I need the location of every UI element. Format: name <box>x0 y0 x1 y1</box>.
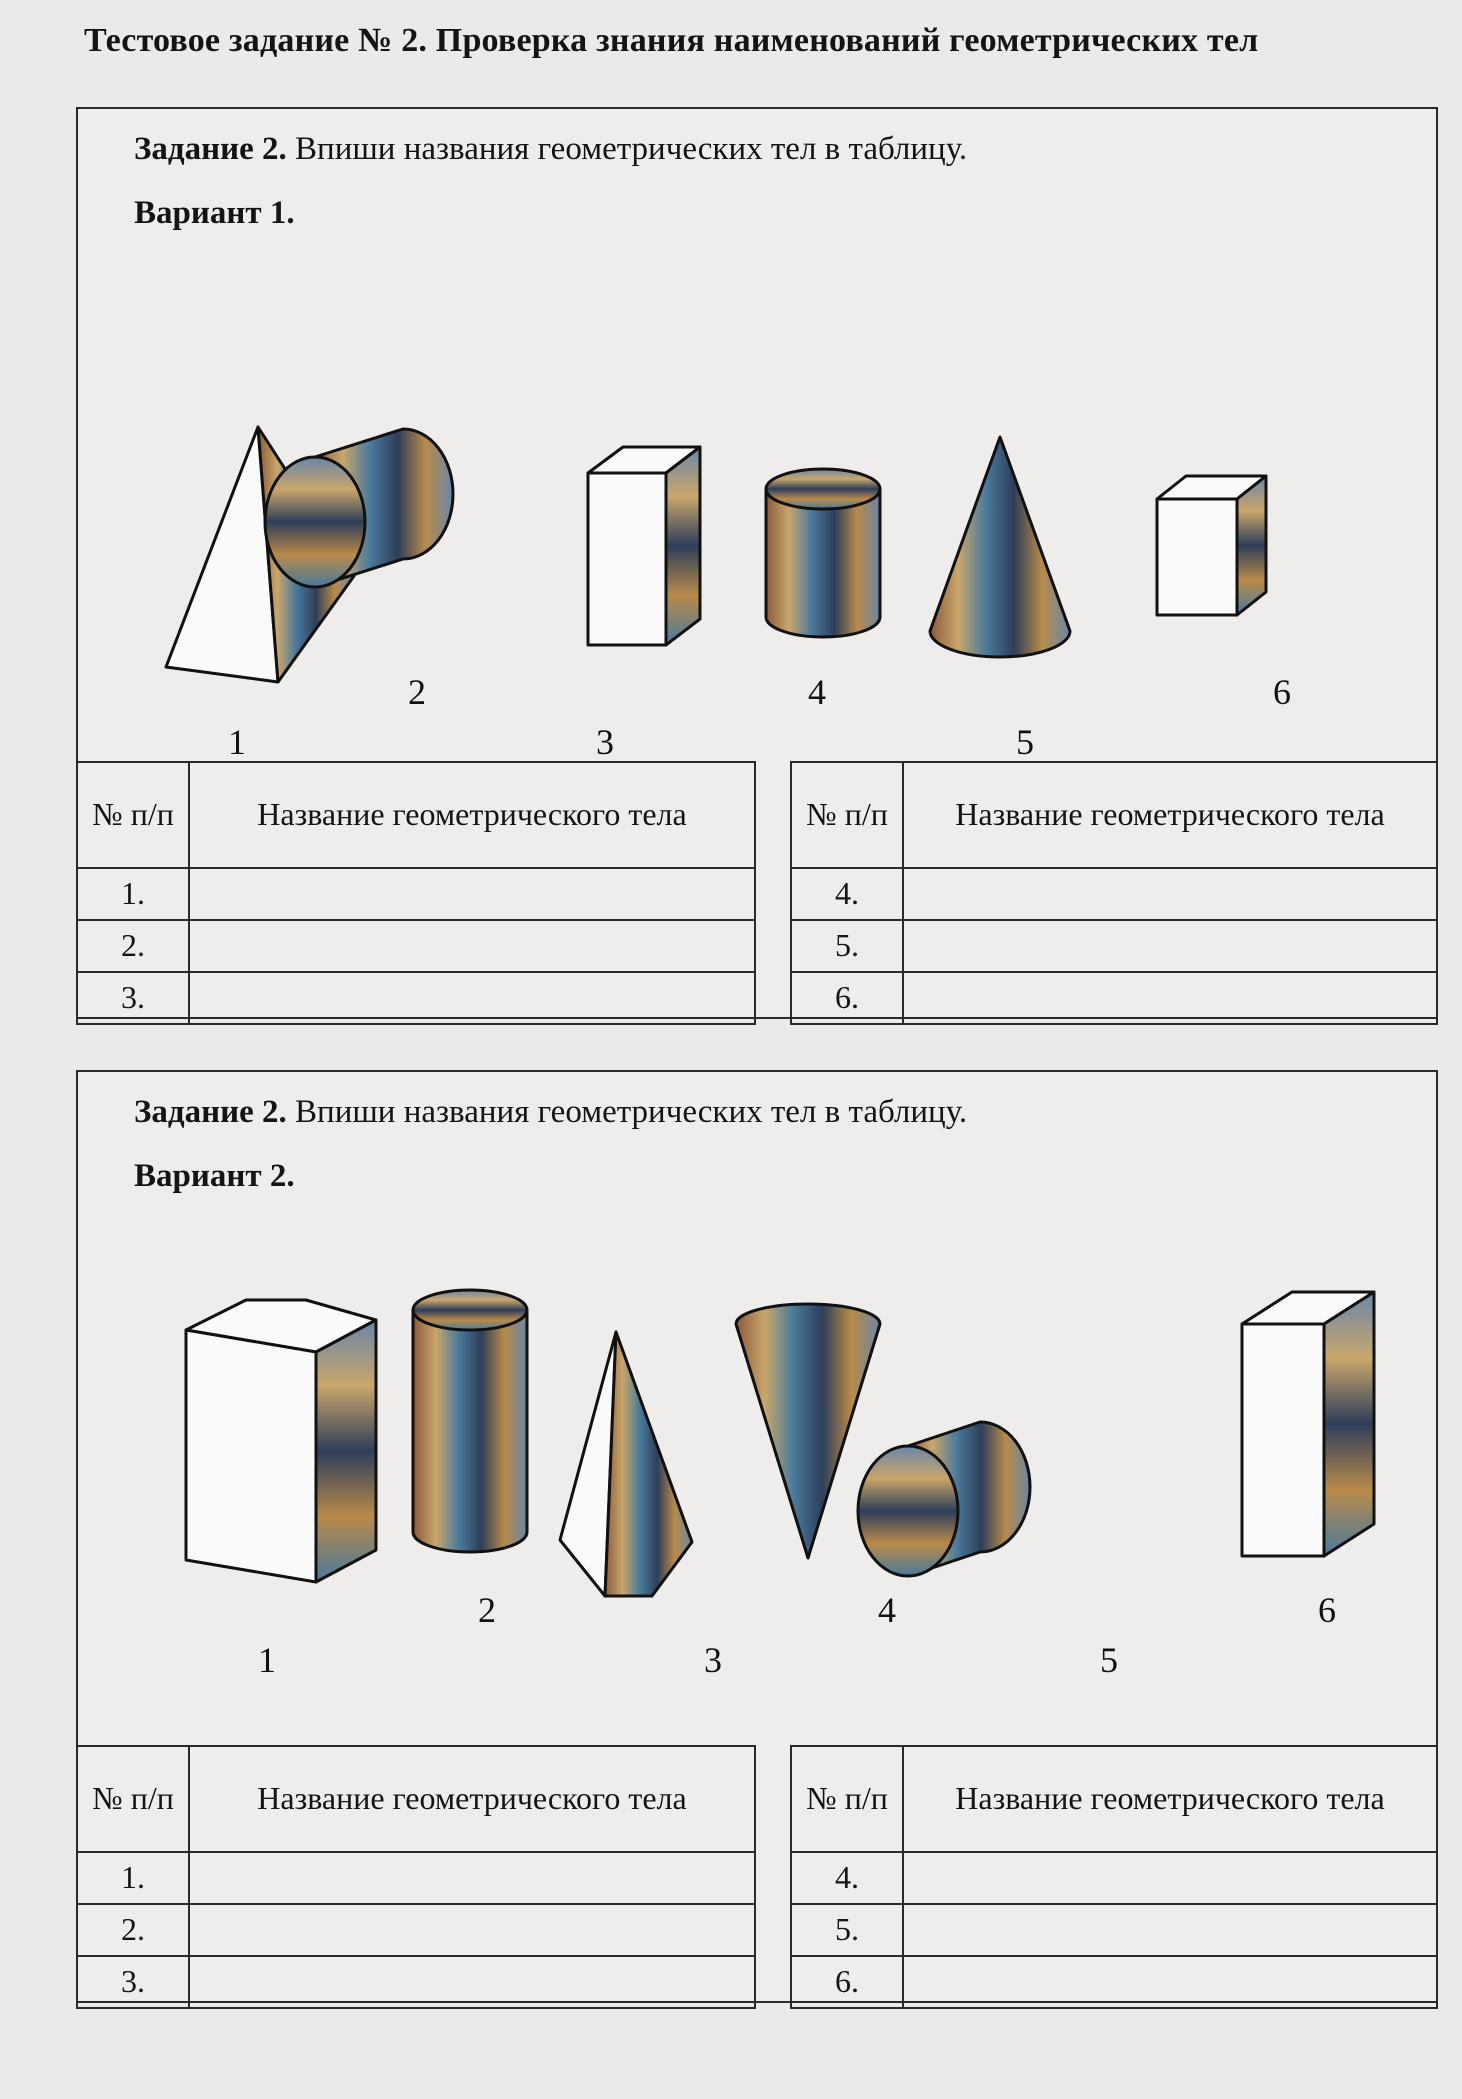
answer-cell[interactable] <box>903 1904 1437 1956</box>
standing-cylinder-shape <box>766 469 880 637</box>
answer-cell[interactable] <box>903 1852 1437 1904</box>
shape-label: 1 <box>258 1640 276 1680</box>
answer-cell[interactable] <box>189 1852 755 1904</box>
shape-label: 2 <box>478 1590 496 1630</box>
answer-cell[interactable] <box>189 1904 755 1956</box>
column-header-name: Название геометрического тела <box>189 762 755 868</box>
shape-label: 6 <box>1318 1590 1336 1630</box>
task-card-variant-1 <box>76 107 1438 1019</box>
standing-cylinder-shape <box>413 1290 527 1552</box>
lying-cylinder-shape <box>265 429 453 587</box>
table-row <box>77 920 755 972</box>
task-label: Задание 2. <box>134 131 287 167</box>
row-number: 2. <box>77 920 189 972</box>
row-number: 3. <box>77 1956 189 2008</box>
task-instruction <box>134 131 967 168</box>
task-card-variant-2 <box>76 1070 1438 2003</box>
answer-table-left <box>76 761 756 1025</box>
tall-box-shape <box>588 447 700 645</box>
task-label: Задание 2. <box>134 1094 287 1130</box>
answer-cell[interactable] <box>903 1956 1437 2008</box>
answer-table-right <box>790 761 1438 1025</box>
answer-table-left <box>76 1745 756 2009</box>
shape-label: 6 <box>1273 672 1291 712</box>
table-row <box>77 868 755 920</box>
table-row <box>77 972 755 1024</box>
shape-label: 2 <box>408 672 426 712</box>
answer-cell[interactable] <box>189 920 755 972</box>
task-text: Впиши названия геометрических тел в таблицу. <box>286 1094 968 1130</box>
cube-shape <box>1157 476 1266 615</box>
answer-cell[interactable] <box>189 868 755 920</box>
shape-label: 3 <box>704 1640 722 1680</box>
answer-cell[interactable] <box>189 1956 755 2008</box>
table-row <box>77 1904 755 1956</box>
row-number: 6. <box>791 972 903 1024</box>
row-number: 4. <box>791 1852 903 1904</box>
table-row <box>77 1852 755 1904</box>
column-header-number: № п/п <box>791 762 903 868</box>
row-number: 4. <box>791 868 903 920</box>
shape-label: 3 <box>596 722 614 762</box>
page-title: Тестовое задание № 2. Проверка знания наименований геометрических тел <box>84 22 1259 59</box>
shapes-figure <box>78 299 1436 829</box>
shape-label: 4 <box>878 1590 896 1630</box>
answer-cell[interactable] <box>903 868 1437 920</box>
row-number: 3. <box>77 972 189 1024</box>
table-row <box>791 920 1437 972</box>
cone-shape <box>930 437 1070 657</box>
hexagonal-prism-shape <box>186 1300 376 1582</box>
shape-label: 4 <box>808 672 826 712</box>
variant-title: Вариант 2. <box>134 1158 295 1194</box>
pyramid-shape <box>560 1332 692 1596</box>
row-number: 2. <box>77 1904 189 1956</box>
table-row <box>791 1904 1437 1956</box>
row-number: 1. <box>77 1852 189 1904</box>
variant-title: Вариант 1. <box>134 195 295 231</box>
task-instruction <box>134 1094 967 1131</box>
column-header-number: № п/п <box>77 762 189 868</box>
shape-label: 5 <box>1100 1640 1118 1680</box>
answer-cell[interactable] <box>189 972 755 1024</box>
shapes-figure <box>78 1242 1436 1802</box>
tall-box-shape <box>1242 1292 1374 1556</box>
row-number: 5. <box>791 1904 903 1956</box>
table-row <box>791 868 1437 920</box>
table-row <box>77 1956 755 2008</box>
table-row <box>791 1852 1437 1904</box>
column-header-name: Название геометрического тела <box>189 1746 755 1852</box>
table-row <box>791 972 1437 1024</box>
table-row <box>791 1956 1437 2008</box>
column-header-number: № п/п <box>791 1746 903 1852</box>
column-header-name: Название геометрического тела <box>903 1746 1437 1852</box>
row-number: 5. <box>791 920 903 972</box>
row-number: 6. <box>791 1956 903 2008</box>
task-text: Впиши названия геометрических тел в таблицу. <box>286 131 968 167</box>
column-header-name: Название геометрического тела <box>903 762 1437 868</box>
answer-cell[interactable] <box>903 972 1437 1024</box>
lying-cylinder-shape <box>858 1422 1030 1576</box>
shape-label: 5 <box>1016 722 1034 762</box>
row-number: 1. <box>77 868 189 920</box>
answer-table-right <box>790 1745 1438 2009</box>
column-header-number: № п/п <box>77 1746 189 1852</box>
shape-label: 1 <box>228 722 246 762</box>
answer-cell[interactable] <box>903 920 1437 972</box>
